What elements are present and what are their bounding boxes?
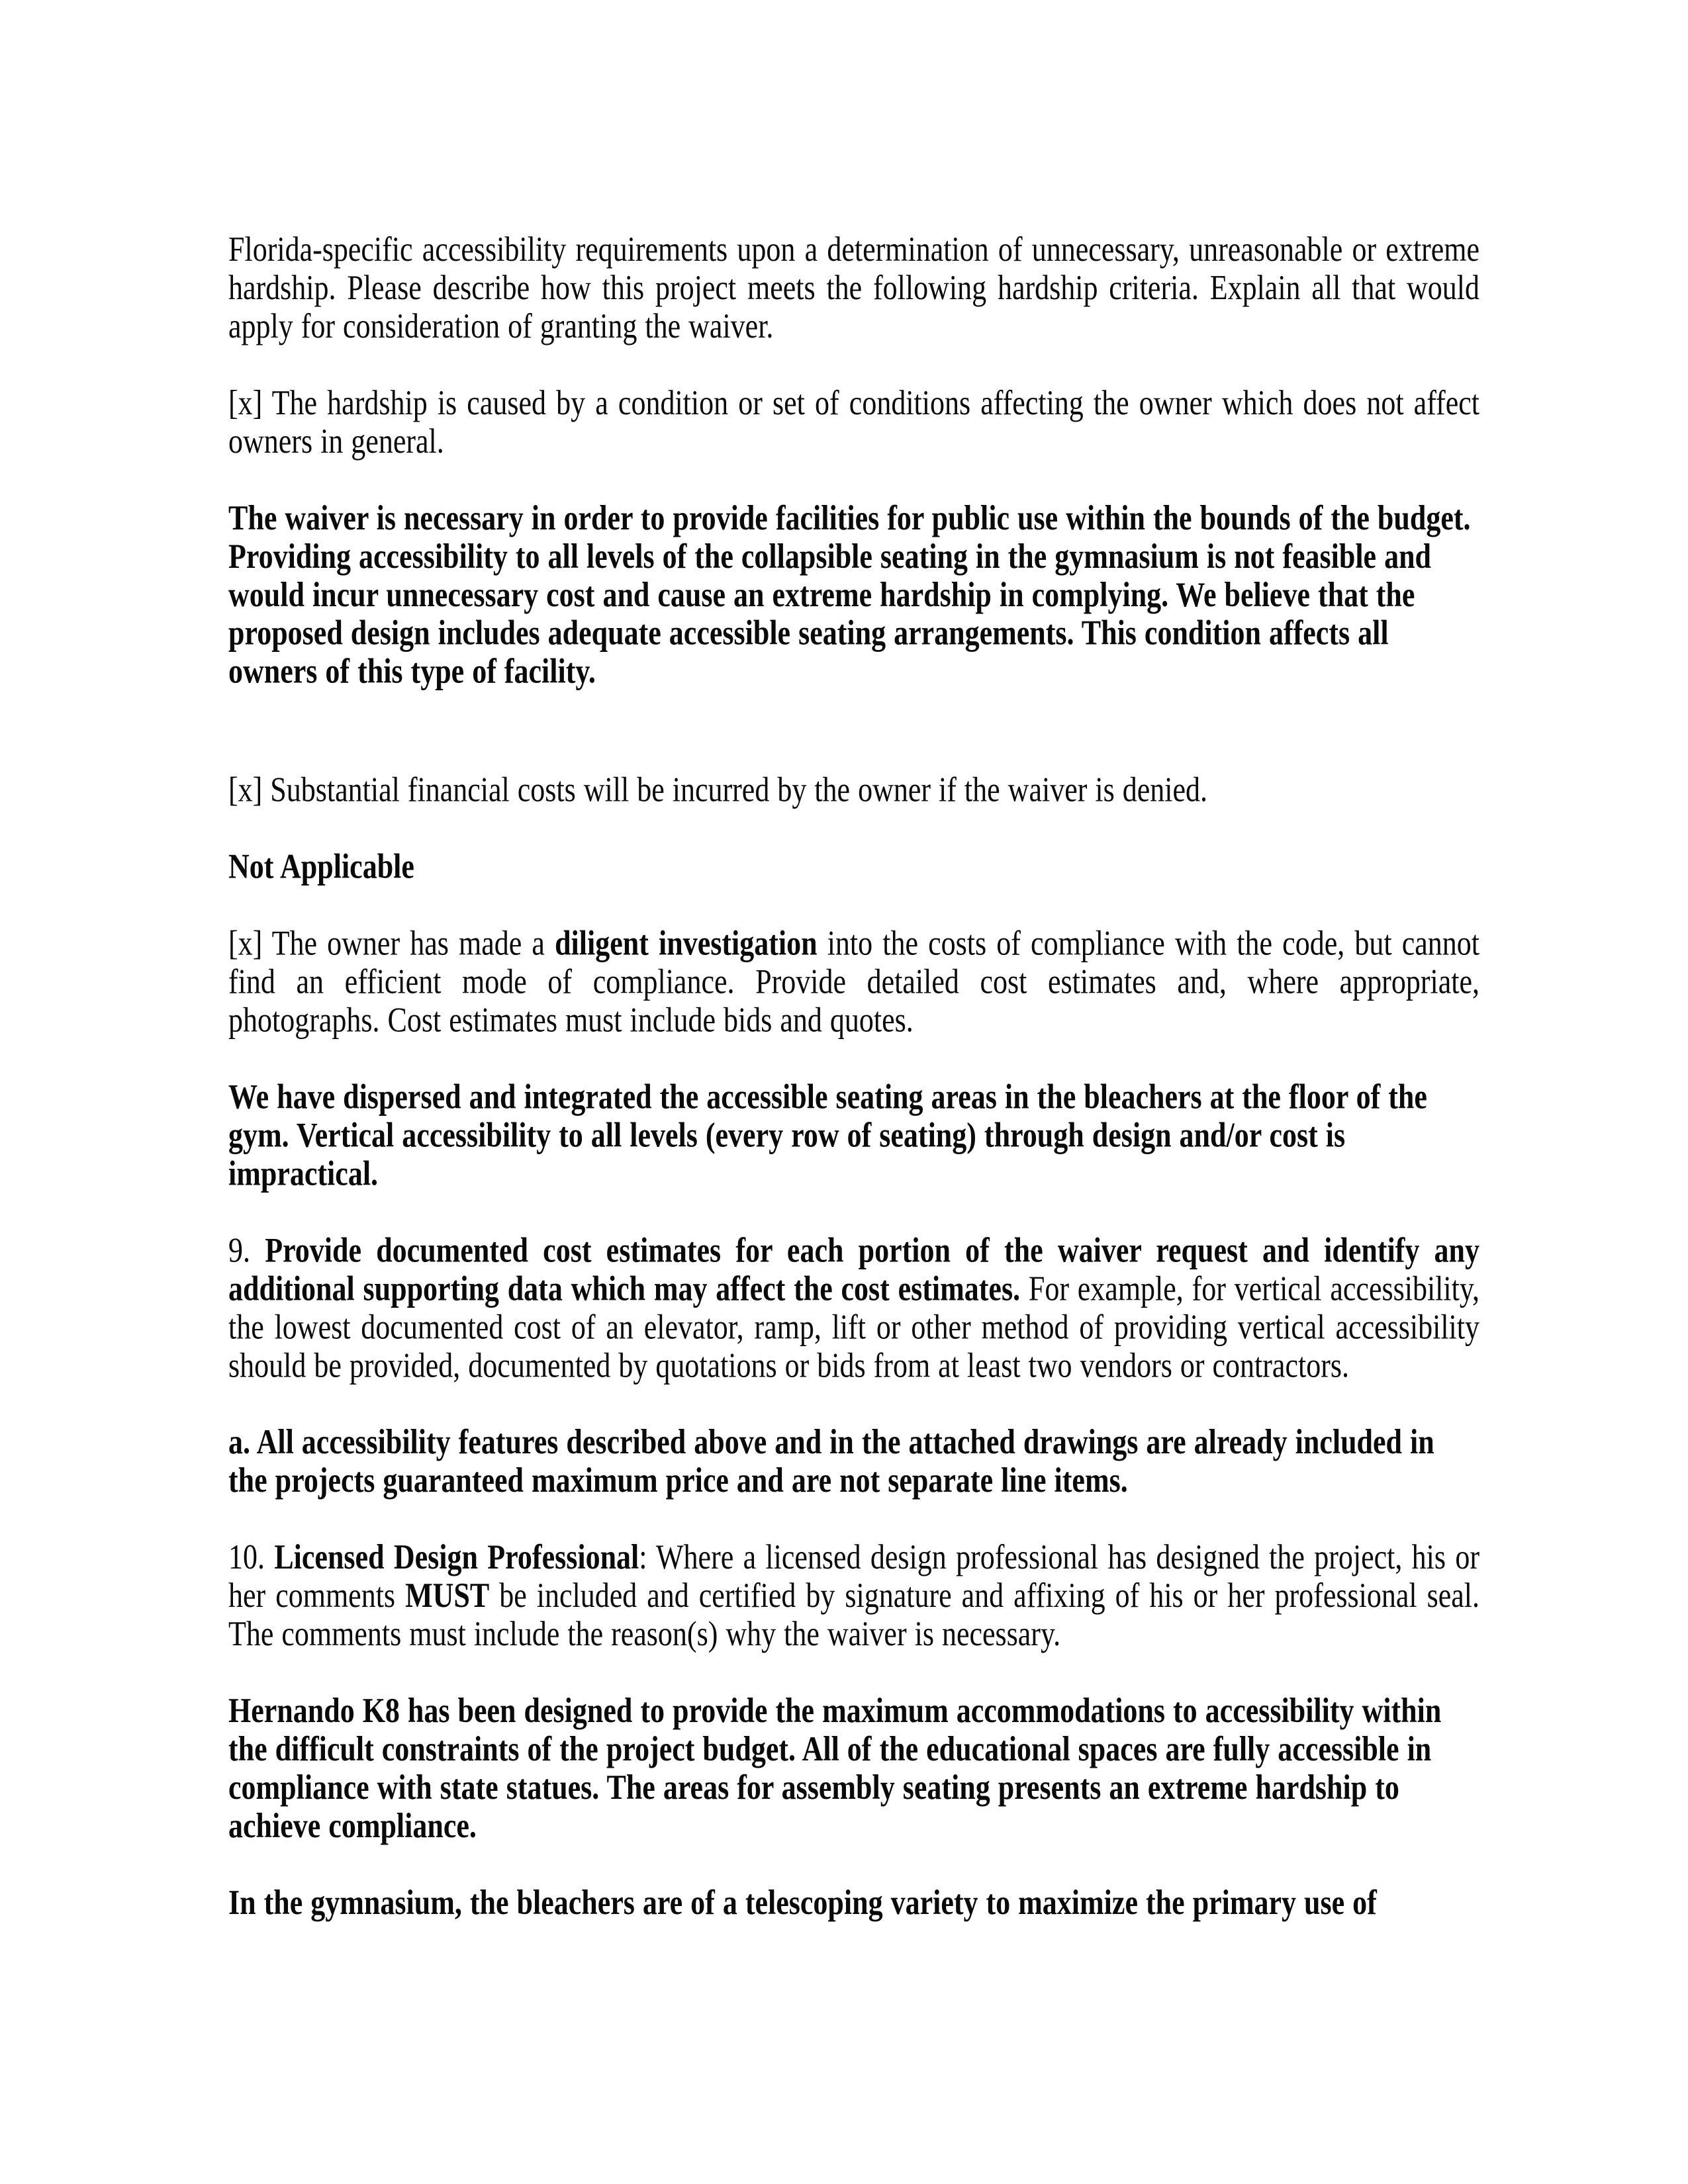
paragraph-criterion-diligent-investigation [228, 925, 1479, 1040]
text-run: [x] Substantial financial costs will be incurred by the owner if the waiver is denied. [228, 770, 1208, 809]
text-run: 9. [228, 1230, 265, 1270]
paragraph-criterion-substantial-financial-costs [228, 771, 1479, 809]
text-run: : Where a licensed design professional has designed the project, his or her comments [228, 1537, 1479, 1615]
paragraph-question-9-documented-cost-estimates [228, 1231, 1479, 1385]
bold-text-run: Hernando K8 has been designed to provide the maximum accommodations to accessibility within the difficult constraints of the project budget. All of the educational spaces are fully accessible in compliance with state statues. The areas for assembly seating presents an extreme hardship to achieve compliance. [228, 1691, 1442, 1846]
paragraph-answer-9a-included-in-gmp [228, 1423, 1479, 1500]
text-run: into the costs of compliance with the code, but cannot find an efficient mode of compliance. Provide detailed cost estimates and, where appropriate, photographs. Cost estimates must include bids and quotes. [228, 923, 1479, 1040]
bold-text-run: We have dispersed and integrated the accessible seating areas in the bleachers at the floor of the gym. Vertical accessibility to all levels (every row of seating) through design and/or cost is impractical. [228, 1077, 1427, 1193]
paragraph-question-10-licensed-design-professional [228, 1538, 1479, 1653]
paragraph-answer-gymnasium-telescoping-bleachers [228, 1884, 1479, 1922]
text-run: 10. [228, 1537, 275, 1577]
bold-text-run: diligent investigation [555, 923, 818, 963]
paragraph-answer-dispersed-integrated-seating [228, 1077, 1479, 1193]
paragraph-answer-not-applicable [228, 848, 1479, 886]
bold-text-run: In the gymnasium, the bleachers are of a telescoping variety to maximize the primary use of [228, 1882, 1377, 1923]
text-run: For example, for vertical accessibility, the lowest documented cost of an elevator, ramp, lift or other method of providing vertical accessibility should be provided, documented by quotations or bids from at least two vendors or contractors. [228, 1269, 1479, 1385]
paragraph-criterion-condition-affecting-owner [228, 384, 1479, 461]
bold-text-run: a. All accessibility features described above and in the attached drawings are already included in the projects guaranteed maximum price and are not separate line items. [228, 1422, 1434, 1500]
paragraph-intro-hardship-criteria [228, 230, 1479, 345]
text-run: [x] The hardship is caused by a condition or set of conditions affecting the owner which does not affect owners in general. [228, 383, 1479, 461]
text-run: [x] The owner has made a [228, 923, 555, 963]
document-text-block [228, 230, 1479, 1922]
text-run: be included and certified by signature and affixing of his or her professional seal. The comments must include the reason(s) why the waiver is necessary. [228, 1576, 1480, 1654]
bold-text-run: Licensed Design Professional [274, 1537, 639, 1577]
bold-text-run: MUST [405, 1576, 490, 1615]
bold-text-run: Not Applicable [228, 846, 414, 886]
text-run: Florida-specific accessibility requirements upon a determination of unnecessary, unreasonable or extreme hardship. Please describe how this project meets the following hardship criteria. Explain all that would apply for consideration of granting the waiver. [228, 229, 1479, 345]
bold-text-run: The waiver is necessary in order to provide facilities for public use within the bounds of the budget. Providing accessibility to all levels of the collapsible seating in the gymnasium is not feasible and would incur unnecessary cost and cause an extreme hardship in complying. We believe that the proposed design includes adequate accessible seating arrangements. This condition affects all owners of this type of facility. [228, 498, 1471, 691]
paragraph-answer-waiver-necessary [228, 499, 1479, 691]
paragraph-answer-hernando-k8-design [228, 1692, 1479, 1845]
bold-text-run: Provide documented cost estimates for each portion of the waiver request and identify any additional supporting data which may affect the cost estimates. [228, 1230, 1479, 1308]
